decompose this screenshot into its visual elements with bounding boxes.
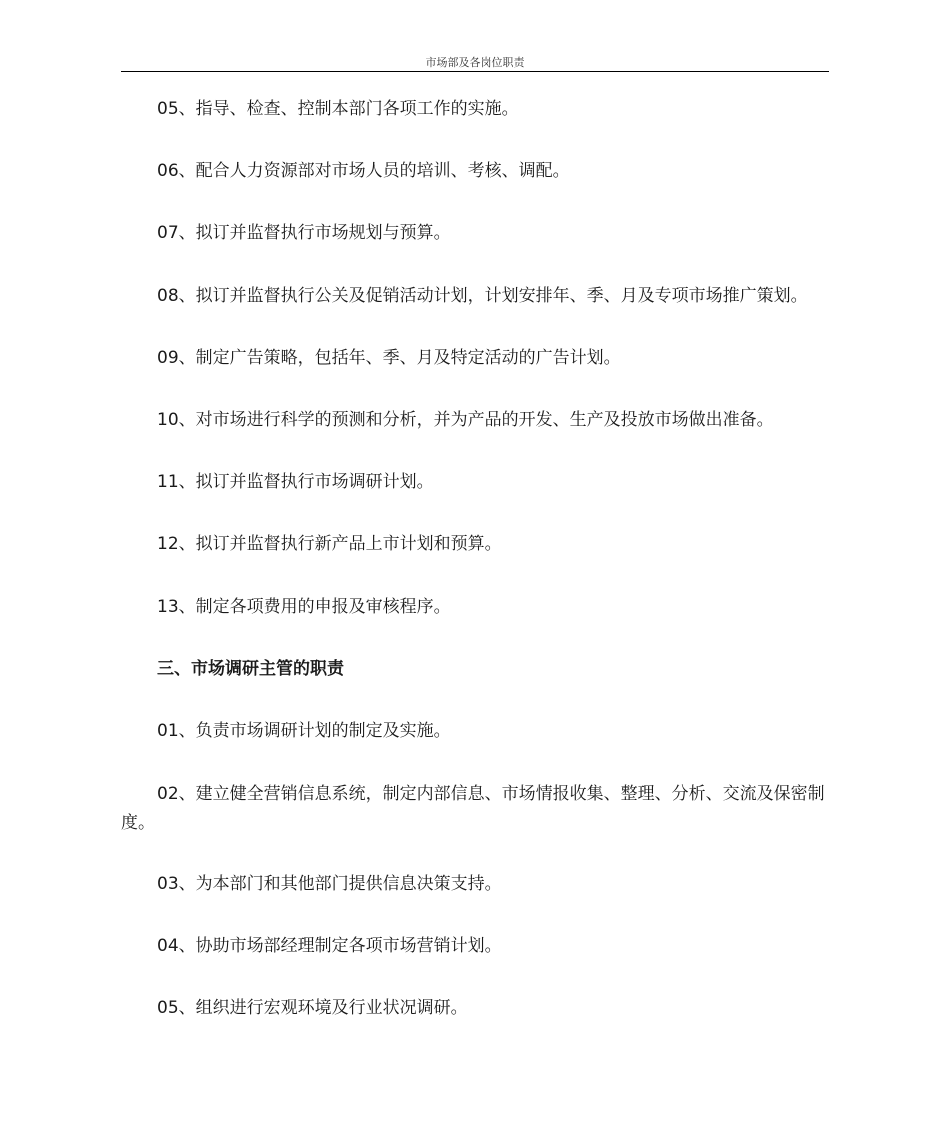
header-divider [121, 71, 829, 72]
research-duty-04: 04、协助市场部经理制定各项市场营销计划。 [157, 936, 502, 957]
page-header: 市场部及各岗位职责 [425, 56, 525, 69]
duty-item-08: 08、拟订并监督执行公关及促销活动计划，计划安排年、季、月及专项市场推广策划。 [157, 285, 808, 306]
duty-item-09: 09、制定广告策略，包括年、季、月及特定活动的广告计划。 [157, 347, 621, 368]
duty-item-07: 07、拟订并监督执行市场规划与预算。 [157, 223, 451, 244]
duty-item-13: 13、制定各项费用的申报及审核程序。 [157, 596, 451, 617]
duty-item-06: 06、配合人力资源部对市场人员的培训、考核、调配。 [157, 161, 570, 182]
duty-item-11: 11、拟订并监督执行市场调研计划。 [157, 472, 434, 493]
section-heading: 三、市场调研主管的职责 [157, 658, 344, 679]
duty-item-12: 12、拟订并监督执行新产品上市计划和预算。 [157, 534, 502, 555]
duty-item-10: 10、对市场进行科学的预测和分析，并为产品的开发、生产及投放市场做出准备。 [157, 409, 774, 430]
research-duty-01: 01、负责市场调研计划的制定及实施。 [157, 720, 451, 741]
research-duty-05: 05、组织进行宏观环境及行业状况调研。 [157, 998, 468, 1019]
research-duty-03: 03、为本部门和其他部门提供信息决策支持。 [157, 874, 502, 895]
document-body [121, 96, 829, 1058]
research-duty-02: 02、建立健全营销信息系统，制定内部信息、市场情报收集、整理、分析、交流及保密制度。 [121, 784, 825, 834]
duty-item-05: 05、指导、检查、控制本部门各项工作的实施。 [157, 99, 519, 119]
